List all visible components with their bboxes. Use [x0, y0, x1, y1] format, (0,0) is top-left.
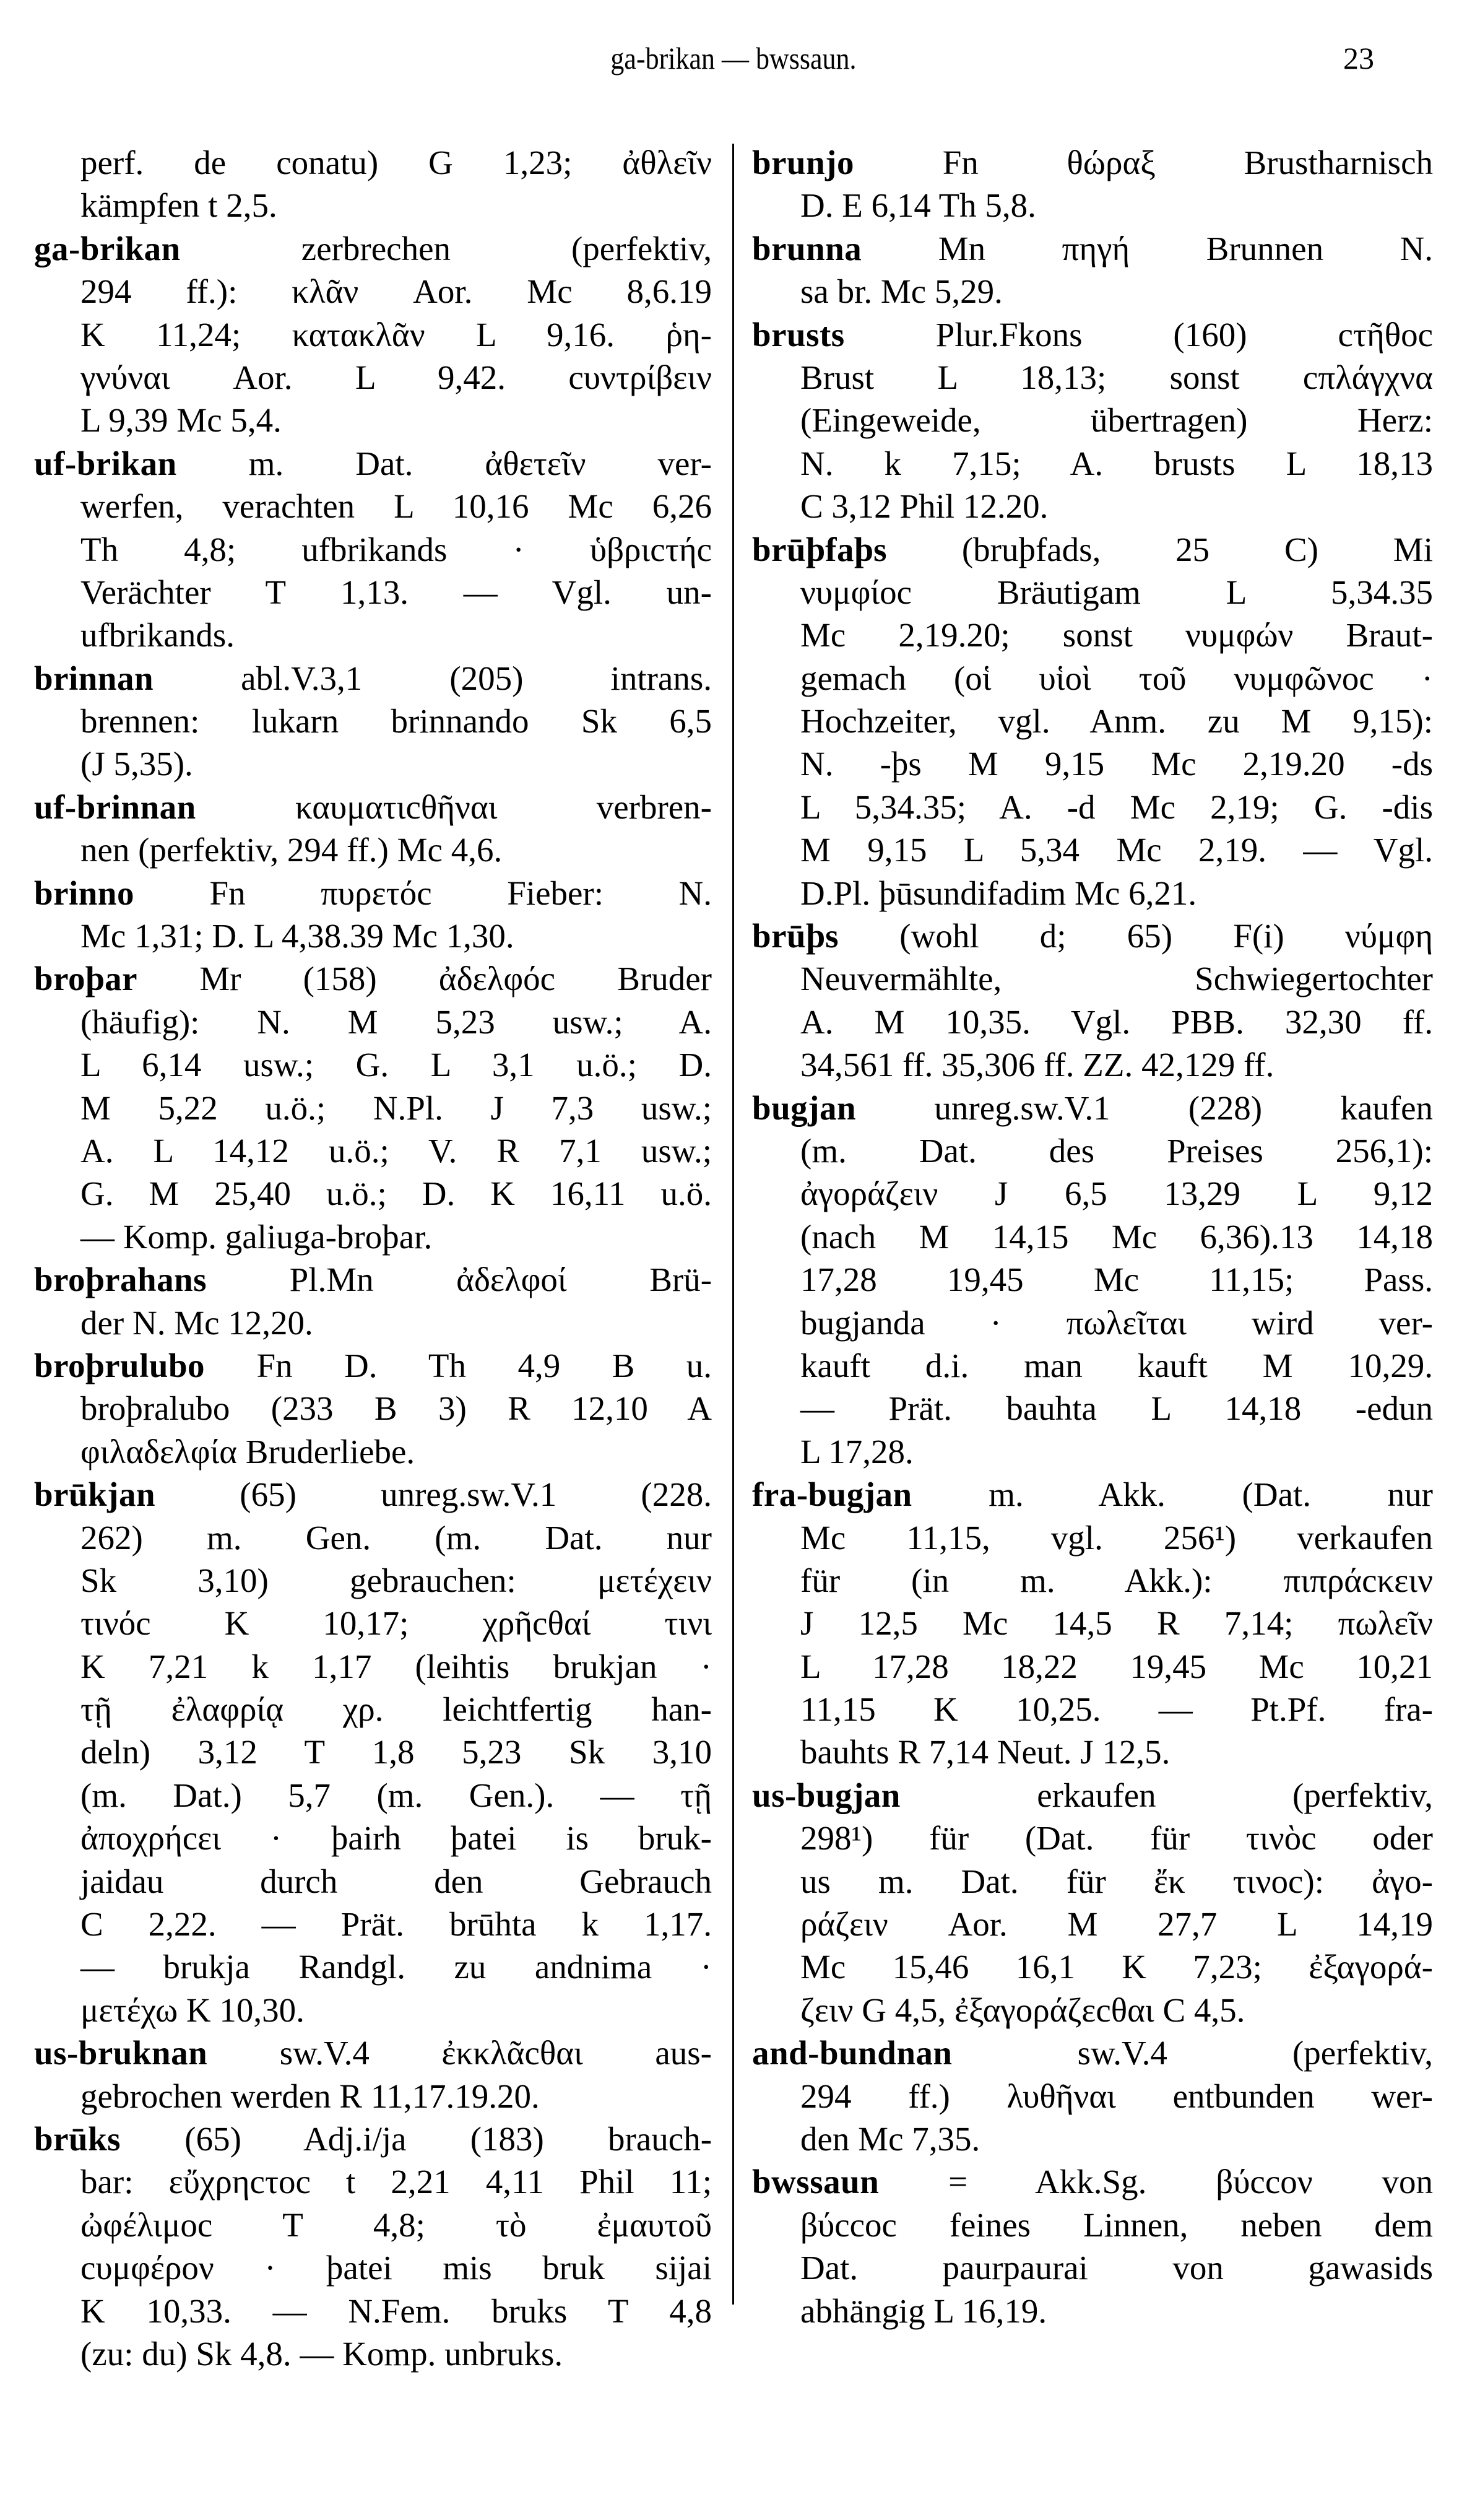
definition-text: — Komp. galiuga-broþar.	[80, 1217, 433, 1256]
definition-text: ράζειν Aor. M 27,7 L 14,19	[800, 1905, 1433, 1944]
entry-line	[752, 1688, 1433, 1731]
dictionary-entry	[752, 227, 1433, 313]
headword: brusts	[752, 315, 845, 354]
entry-line	[752, 1215, 1433, 1258]
entry-line	[34, 786, 712, 828]
definition-text: nen (perfektiv, 294 ff.) Mc 4,6.	[80, 831, 503, 869]
definition-text: A. M 10,35. Vgl. PBB. 32,30 ff.	[800, 1002, 1433, 1041]
entry-line	[34, 528, 712, 571]
entry-line	[34, 1087, 712, 1129]
dictionary-entry	[34, 2031, 712, 2118]
entry-line	[34, 1774, 712, 1817]
entry-line	[752, 614, 1433, 656]
definition-text: sw.V.4 (perfektiv,	[1077, 2034, 1433, 2072]
entry-line	[752, 1602, 1433, 1645]
definition-text: sw.V.4 ἐκκλᾶcθαι aus-	[279, 2034, 712, 2072]
entry-line	[34, 313, 712, 356]
entry-line	[34, 2204, 712, 2246]
definition-text: 11,15 K 10,25. — Pt.Pf. fra-	[800, 1690, 1433, 1729]
entry-line	[34, 1860, 712, 1903]
entry-line	[34, 1001, 712, 1043]
definition-text: cυμφέρον · þatei mis bruk sijai	[80, 2249, 712, 2287]
entry-line	[752, 2204, 1433, 2246]
definition-text: Fn D. Th 4,9 B u.	[256, 1346, 712, 1384]
definition-text: Mc 11,15, vgl. 256¹) verkaufen	[800, 1518, 1433, 1557]
dictionary-entry	[34, 957, 712, 1258]
entry-line	[34, 657, 712, 700]
entry-line	[752, 872, 1433, 915]
entry-line	[752, 1473, 1433, 1516]
entry-line	[752, 399, 1433, 441]
entry-line	[34, 141, 712, 184]
definition-text: zerbrechen (perfektiv,	[301, 229, 712, 267]
definition-text: βύccoc feines Linnen, neben dem	[800, 2205, 1433, 2244]
entry-line	[752, 1129, 1433, 1172]
definition-text: τινόc K 10,17; χρῆcθαί τινι	[80, 1604, 712, 1643]
definition-text: Plur.Fkons (160) cτῆθοc	[935, 315, 1433, 354]
definition-text: K 7,21 k 1,17 (leihtis brukjan ·	[80, 1647, 712, 1685]
entry-line	[752, 528, 1433, 571]
dictionary-entry	[752, 1774, 1433, 2031]
entry-line	[752, 2160, 1433, 2203]
definition-text: 294 ff.) λυθῆναι entbunden wer-	[800, 2077, 1433, 2115]
definition-text: jaidau durch den Gebrauch	[80, 1862, 712, 1900]
entry-line	[34, 1430, 712, 1473]
definition-text: us m. Dat. für ἔκ τινοc): ἀγο-	[800, 1862, 1433, 1900]
entry-line	[752, 571, 1433, 614]
definition-text: der N. Mc 12,20.	[80, 1303, 313, 1342]
definition-text: kauft d.i. man kauft M 10,29.	[800, 1346, 1433, 1384]
entry-line	[34, 270, 712, 313]
definition-text: (65) Adj.i/ja (183) brauch-	[184, 2119, 712, 2158]
definition-text: Brust L 18,13; sonst cπλάγχνα	[800, 358, 1433, 396]
definition-text: Fn θώραξ Brustharnisch	[942, 144, 1433, 181]
definition-text: Mn πηγή Brunnen N.	[938, 229, 1433, 267]
entry-line	[34, 1602, 712, 1645]
definition-text: 294 ff.): κλᾶν Aor. Mc 8,6.19	[80, 272, 712, 311]
entry-line	[752, 1731, 1433, 1773]
definition-text: C 3,12 Phil 12.20.	[800, 487, 1049, 526]
definition-text: kämpfen t 2,5.	[80, 186, 277, 225]
definition-text: — Prät. bauhta L 14,18 -edun	[800, 1389, 1433, 1428]
headword: brinno	[34, 874, 134, 912]
entry-line	[34, 1516, 712, 1559]
entry-line	[34, 1559, 712, 1602]
definition-text: (m. Dat. des Preises 256,1):	[800, 1131, 1433, 1170]
definition-text: gebrochen werden R 11,17.19.20.	[80, 2077, 540, 2115]
definition-text: L 9,39 Mc 5,4.	[80, 401, 282, 440]
headword: uf-brikan	[34, 444, 177, 482]
entry-line	[34, 872, 712, 915]
entry-line	[752, 1258, 1433, 1301]
headword: and-bundnan	[752, 2034, 953, 2072]
definition-text: ἀγοράζειν J 6,5 13,29 L 9,12	[800, 1175, 1433, 1213]
entry-line	[752, 1087, 1433, 1129]
entry-line	[34, 742, 712, 785]
definition-text: abl.V.3,1 (205) intrans.	[241, 659, 712, 697]
definition-text: ἀποχρήcει · þairh þatei is bruk-	[80, 1819, 712, 1857]
definition-text: Mc 2,19.20; sonst νυμφών Braut-	[800, 616, 1433, 654]
headword: uf-brinnan	[34, 788, 196, 826]
dictionary-entry	[34, 227, 712, 442]
headword: bwssaun	[752, 2163, 880, 2201]
dictionary-entry	[752, 141, 1433, 227]
entry-line	[752, 700, 1433, 742]
entry-line	[752, 2118, 1433, 2160]
entry-line	[752, 1516, 1433, 1559]
entry-line	[752, 1645, 1433, 1688]
definition-text: (m. Dat.) 5,7 (m. Gen.). — τῇ	[80, 1776, 712, 1814]
dictionary-entry	[752, 915, 1433, 1087]
definition-text: Verächter T 1,13. — Vgl. un-	[80, 573, 712, 611]
entry-line	[34, 184, 712, 227]
headword: ga-brikan	[34, 229, 181, 267]
headword: brūks	[34, 2119, 121, 2158]
definition-text: M 5,22 u.ö.; N.Pl. J 7,3 usw.;	[80, 1088, 712, 1127]
entry-line	[34, 442, 712, 485]
entry-line	[34, 915, 712, 957]
dictionary-entry	[752, 313, 1433, 528]
definition-text: γνύναι Aor. L 9,42. cυντρίβειν	[80, 358, 712, 396]
definition-text: — brukja Randgl. zu andnima ·	[80, 1948, 712, 1986]
definition-text: deln) 3,12 T 1,8 5,23 Sk 3,10	[80, 1733, 712, 1771]
dictionary-entry	[34, 442, 712, 657]
entry-line	[34, 1129, 712, 1172]
dictionary-entry	[34, 786, 712, 872]
definition-text: A. L 14,12 u.ö.; V. R 7,1 usw.;	[80, 1131, 712, 1170]
definition-text: brennen: lukarn brinnando Sk 6,5	[80, 702, 712, 741]
headword: us-bruknan	[34, 2034, 208, 2072]
page-number: 23	[1343, 41, 1374, 76]
definition-text: ὠφέλιμοc T 4,8; τὸ ἐμαυτοῦ	[80, 2205, 712, 2244]
page-header	[0, 40, 1467, 90]
column-divider	[732, 144, 734, 2305]
entry-line	[34, 1645, 712, 1688]
definition-text: N. -þs M 9,15 Mc 2,19.20 -ds	[800, 745, 1433, 783]
definition-text: (65) unreg.sw.V.1 (228.	[240, 1475, 712, 1514]
left-column	[34, 141, 712, 2375]
dictionary-entry	[752, 528, 1433, 915]
definition-text: Fn πυρετόc Fieber: N.	[209, 874, 712, 912]
entry-line	[34, 1688, 712, 1731]
definition-text: bugjanda · πωλεῖται wird ver-	[800, 1303, 1433, 1342]
entry-line	[752, 1387, 1433, 1430]
entry-line	[34, 571, 712, 614]
dictionary-entry	[34, 1473, 712, 2031]
definition-text: unreg.sw.V.1 (228) kaufen	[934, 1088, 1433, 1127]
dictionary-entry	[34, 872, 712, 958]
headword: brūþs	[752, 917, 839, 955]
definition-text: L 17,28.	[800, 1432, 914, 1471]
definition-text: D. E 6,14 Th 5,8.	[800, 186, 1036, 225]
definition-text: werfen, verachten L 10,16 Mc 6,26	[80, 487, 712, 526]
entry-line	[752, 356, 1433, 399]
right-column	[752, 141, 1433, 2332]
entry-line	[752, 485, 1433, 528]
entry-line	[34, 485, 712, 528]
entry-line	[34, 2031, 712, 2074]
definition-text: (wohl d; 65) F(i) νύμφη	[899, 917, 1433, 955]
running-title: ga-brikan — bwssaun.	[610, 41, 857, 76]
entry-line	[34, 1731, 712, 1773]
definition-text: L 17,28 18,22 19,45 Mc 10,21	[800, 1647, 1433, 1685]
entry-line	[752, 1945, 1433, 1988]
definition-text: broþralubo (233 B 3) R 12,10 A	[80, 1389, 712, 1428]
headword: us-bugjan	[752, 1776, 901, 1814]
entry-line	[752, 2031, 1433, 2074]
definition-text: καυματιcθῆναι verbren-	[295, 788, 712, 826]
entry-line	[34, 1301, 712, 1344]
definition-text: M 9,15 L 5,34 Mc 2,19. — Vgl.	[800, 831, 1433, 869]
definition-text: Hochzeiter, vgl. Anm. zu M 9,15):	[800, 702, 1433, 741]
definition-text: Mr (158) ἀδελφόc Bruder	[199, 960, 712, 998]
entry-line	[34, 2075, 712, 2118]
definition-text: bar: εὔχρηcτοc t 2,21 4,11 Phil 11;	[80, 2163, 712, 2201]
entry-line	[752, 1860, 1433, 1903]
headword: broþrulubo	[34, 1346, 206, 1384]
definition-text: ζειν G 4,5, ἐξαγοράζεcθαι C 4,5.	[800, 1991, 1245, 2029]
entry-line	[752, 786, 1433, 828]
definition-text: m. Akk. (Dat. nur	[989, 1475, 1433, 1514]
definition-text: (Eingeweide, übertragen) Herz:	[800, 401, 1433, 440]
entry-line	[34, 1344, 712, 1387]
entry-line	[34, 2160, 712, 2203]
headword: brunna	[752, 229, 862, 267]
entry-line	[752, 270, 1433, 313]
definition-text: (bruþfads, 25 C) Mi	[961, 530, 1433, 568]
definition-text: = Akk.Sg. βύccον von	[948, 2163, 1433, 2201]
entry-line	[34, 614, 712, 656]
definition-text: Pl.Mn ἀδελφοί Brü-	[289, 1261, 712, 1299]
entry-line	[752, 2075, 1433, 2118]
dictionary-entry	[752, 1087, 1433, 1474]
definition-text: Mc 15,46 16,1 K 7,23; ἐξαγορά-	[800, 1948, 1433, 1986]
definition-text: Dat. paurpaurai von gawasids	[800, 2249, 1433, 2287]
definition-text: Sk 3,10) gebrauchen: μετέχειν	[80, 1561, 712, 1599]
entry-line	[34, 2118, 712, 2160]
definition-text: μετέχω K 10,30.	[80, 1991, 305, 2029]
entry-line	[752, 1903, 1433, 1945]
entry-line	[34, 1172, 712, 1215]
entry-line	[34, 1043, 712, 1086]
dictionary-entry	[34, 2118, 712, 2375]
entry-line	[34, 2290, 712, 2332]
dictionary-entry	[34, 141, 712, 227]
entry-line	[34, 957, 712, 1000]
definition-text: 17,28 19,45 Mc 11,15; Pass.	[800, 1261, 1433, 1299]
entry-line	[34, 356, 712, 399]
entry-line	[752, 742, 1433, 785]
entry-line	[34, 1258, 712, 1301]
dictionary-entry	[752, 2031, 1433, 2160]
entry-line	[752, 442, 1433, 485]
entry-line	[752, 1989, 1433, 2031]
entry-line	[34, 700, 712, 742]
entry-line	[34, 1387, 712, 1430]
definition-text: 298¹) für (Dat. für τινὸc oder	[800, 1819, 1433, 1857]
entry-line	[34, 227, 712, 270]
headword: brūþfaþs	[752, 530, 887, 568]
dictionary-entry	[34, 1344, 712, 1473]
entry-line	[752, 1559, 1433, 1602]
definition-text: (nach M 14,15 Mc 6,36).13 14,18	[800, 1217, 1433, 1256]
entry-line	[34, 828, 712, 871]
definition-text: (häufig): N. M 5,23 usw.; A.	[80, 1002, 712, 1041]
definition-text: perf. de conatu) G 1,23; ἀθλεῖν	[80, 144, 712, 181]
definition-text: C 2,22. — Prät. brūhta k 1,17.	[80, 1905, 712, 1944]
entry-line	[752, 1817, 1433, 1859]
headword: brinnan	[34, 659, 154, 697]
headword: brunjo	[752, 144, 854, 181]
entry-line	[752, 828, 1433, 871]
entry-line	[752, 2290, 1433, 2332]
definition-text: τῇ ἐλαφρίᾳ χρ. leichtfertig han-	[80, 1690, 712, 1729]
entry-line	[752, 184, 1433, 227]
definition-text: (zu: du) Sk 4,8. — Komp. unbruks.	[80, 2334, 563, 2373]
entry-line	[752, 1172, 1433, 1215]
headword: bugjan	[752, 1088, 857, 1127]
entry-line	[752, 1301, 1433, 1344]
definition-text: νυμφίοc Bräutigam L 5,34.35	[800, 573, 1433, 611]
entry-line	[34, 2332, 712, 2375]
dictionary-entry	[752, 1473, 1433, 1774]
entry-line	[752, 227, 1433, 270]
definition-text: J 12,5 Mc 14,5 R 7,14; πωλεῖν	[800, 1604, 1433, 1643]
entry-line	[752, 313, 1433, 356]
definition-text: 262) m. Gen. (m. Dat. nur	[80, 1518, 712, 1557]
headword: fra-bugjan	[752, 1475, 912, 1514]
entry-line	[752, 657, 1433, 700]
definition-text: ufbrikands.	[80, 616, 235, 654]
dictionary-entry	[752, 2160, 1433, 2332]
definition-text: K 10,33. — N.Fem. bruks T 4,8	[80, 2292, 712, 2330]
entry-line	[752, 915, 1433, 957]
entry-line	[34, 1215, 712, 1258]
entry-line	[34, 1989, 712, 2031]
definition-text: sa br. Mc 5,29.	[800, 272, 1003, 311]
headword: broþrahans	[34, 1261, 207, 1299]
definition-text: für (in m. Akk.): πιπράcκειν	[800, 1561, 1433, 1599]
headword: brūkjan	[34, 1475, 156, 1514]
definition-text: den Mc 7,35.	[800, 2119, 980, 2158]
definition-text: L 5,34.35; A. -d Mc 2,19; G. -dis	[800, 788, 1433, 826]
definition-text: (J 5,35).	[80, 745, 193, 783]
definition-text: K 11,24; κατακλᾶν L 9,16. ῥη-	[80, 315, 712, 354]
entry-line	[752, 1043, 1433, 1086]
dictionary-entry	[34, 1258, 712, 1344]
entry-line	[34, 399, 712, 441]
dictionary-entry	[34, 657, 712, 786]
definition-text: D.Pl. þūsundifadim Mc 6,21.	[800, 874, 1197, 912]
definition-text: Th 4,8; ufbrikands · ὑβριcτήc	[80, 530, 712, 568]
entry-line	[34, 1473, 712, 1516]
entry-line	[752, 1774, 1433, 1817]
entry-line	[752, 141, 1433, 184]
definition-text: L 6,14 usw.; G. L 3,1 u.ö.; D.	[80, 1046, 712, 1084]
definition-text: G. M 25,40 u.ö.; D. K 16,11 u.ö.	[80, 1175, 712, 1213]
definition-text: erkaufen (perfektiv,	[1037, 1776, 1434, 1814]
entry-line	[752, 2246, 1433, 2289]
entry-line	[752, 1001, 1433, 1043]
entry-line	[34, 1903, 712, 1945]
definition-text: gemach (οἱ υἱοὶ τοῦ νυμφῶνοc ·	[800, 659, 1433, 697]
definition-text: Neuvermählte, Schwiegertochter	[800, 960, 1433, 998]
definition-text: m. Dat. ἀθετεῖν ver-	[248, 444, 712, 482]
entry-line	[752, 1344, 1433, 1387]
definition-text: bauhts R 7,14 Neut. J 12,5.	[800, 1733, 1171, 1771]
definition-text: 34,561 ff. 35,306 ff. ZZ. 42,129 ff.	[800, 1046, 1274, 1084]
entry-line	[34, 1817, 712, 1859]
headword: broþar	[34, 960, 138, 998]
definition-text: φιλαδελφία Bruderliebe.	[80, 1432, 415, 1471]
entry-line	[34, 2246, 712, 2289]
definition-text: Mc 1,31; D. L 4,38.39 Mc 1,30.	[80, 917, 514, 955]
definition-text: N. k 7,15; A. brusts L 18,13	[800, 444, 1433, 482]
entry-line	[34, 1945, 712, 1988]
definition-text: abhängig L 16,19.	[800, 2292, 1047, 2330]
entry-line	[752, 1430, 1433, 1473]
entry-line	[752, 957, 1433, 1000]
